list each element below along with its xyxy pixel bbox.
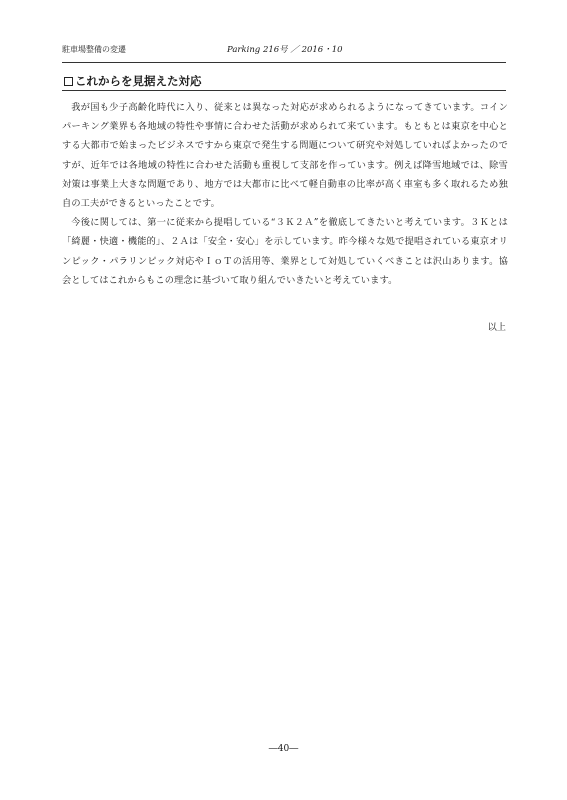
header-divider [62, 62, 506, 63]
section-heading-text: これからを見据えた対応 [75, 74, 202, 88]
header-journal-issue: Parking 216号 ／ 2016・10 [227, 45, 343, 55]
heading-divider [62, 90, 506, 91]
square-bullet-icon [64, 77, 73, 86]
section-heading [64, 73, 508, 89]
body-text [62, 98, 508, 290]
paragraph-1: 我が国も少子高齢化時代に入り、従来とは異なった対応が求められるようになってきています。コインパーキング業界も各地域の特性や事情に合わせた活動が求められて来ています。もともとは東京を中心とする大都市で始まったビジネスですから東京で発生する問題について研究や対処していればよかったのですが、近年では各地域の特性に合わせた活動も重視して支部を作っています。例えば降雪地域では、除雪対策は事業上大きな問題であり、地方では大都市に比べて軽自動車の比率が高く車室も多く取れるため独自の工夫ができるといったことです。 [62, 102, 508, 210]
closing-mark: 以上 [487, 322, 506, 333]
header-section-title: 駐車場整備の変遷 [62, 45, 126, 54]
page-number: ―40― [268, 744, 299, 754]
paragraph-2: 今後に関しては、第一に従来から提唱している“３Ｋ２Ａ”を徹底してきたいと考えています。３Ｋとは「綺麗・快適・機能的」、２Ａは「安全・安心」を示しています。昨今様々な処で提唱されている東京オリンピック・パラリンピック対応やＩｏＴの活用等、業界として対処していくべきことは沢山あります。協会としてはこれからもこの理念に基づいて取り組んでいきたいと考えています。 [62, 217, 508, 286]
running-header [62, 42, 506, 58]
